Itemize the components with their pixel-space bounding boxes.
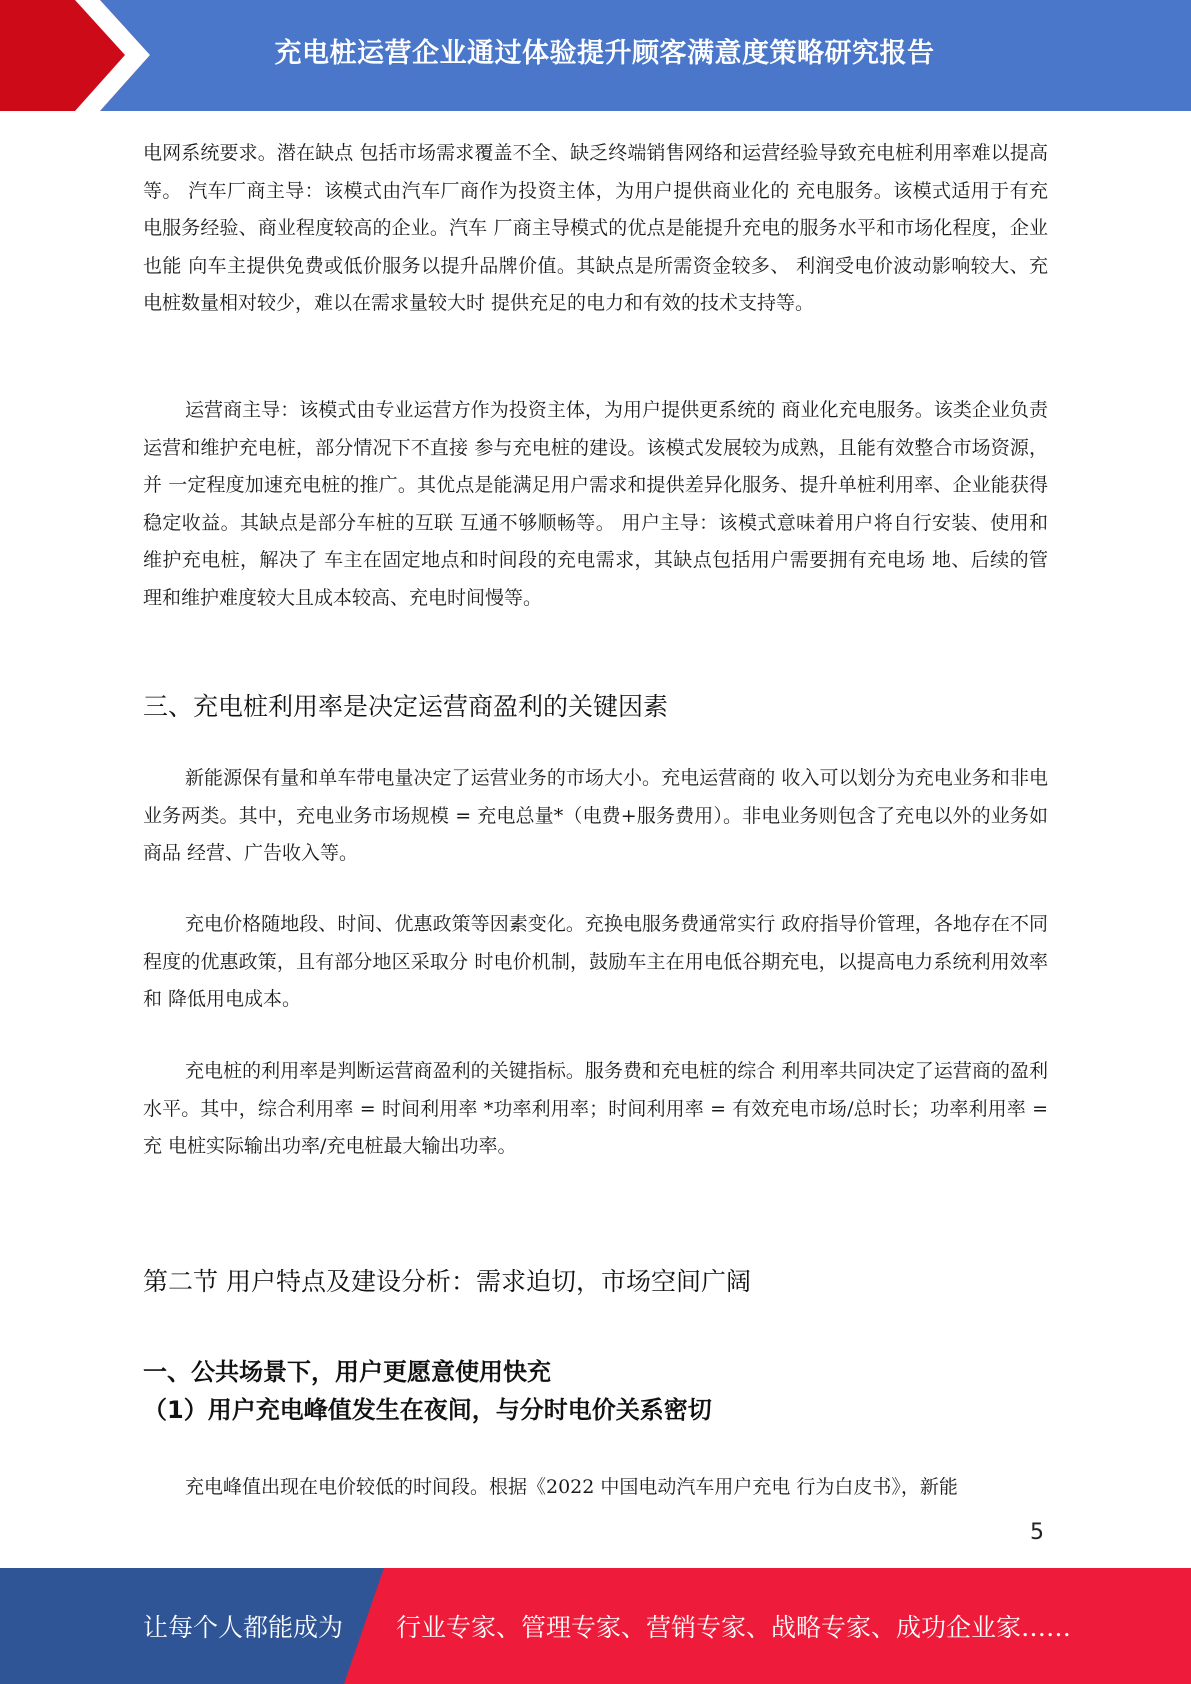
page-header <box>0 0 1191 111</box>
section-heading-3: 三、充电桩利用率是决定运营商盈利的关键因素 <box>143 692 669 721</box>
page-footer <box>0 1568 1191 1684</box>
subheading-1: 一、公共场景下，用户更愿意使用快充 <box>143 1358 551 1386</box>
paragraph-1: 电网系统要求。潜在缺点 包括市场需求覆盖不全、缺乏终端销售网络和运营经验导致充电桩利用率难以提高等。 汽车厂商主导：该模式由汽车厂商作为投资主体，为用户提供商业化的 充电服务。该模式适用于有充电服务经验、商业程度较高的企业。汽车 厂商主导模式的优点是能提升充电的服务水平和市场化程度，企业也能 向车主提供免费或低价服务以提升品牌价值。其缺点是所需资金较多、 利润受电价波动影响较大、充电桩数量相对较少，难以在需求量较大时 提供充足的电力和有效的技术支持等。 <box>143 142 1048 314</box>
paragraph-4: 充电价格随地段、时间、优惠政策等因素变化。充换电服务费通常实行 政府指导价管理，各地存在不同程度的优惠政策，且有部分地区采取分 时电价机制，鼓励车主在用电低谷期充电，以提高电力系统利用效率和 降低用电成本。 <box>143 913 1048 1010</box>
subheading-1-1: （1）用户充电峰值发生在夜间，与分时电价关系密切 <box>143 1396 712 1424</box>
chapter-section-heading: 第二节 用户特点及建设分析：需求迫切，市场空间广阔 <box>143 1267 751 1296</box>
paragraph-6: 充电峰值出现在电价较低的时间段。根据《2022 中国电动汽车用户充电 行为白皮书》，新能 <box>185 1476 958 1498</box>
paragraph-3: 新能源保有量和单车带电量决定了运营业务的市场大小。充电运营商的 收入可以划分为充电业务和非电业务两类。其中，充电业务市场规模 = 充电总量*（电费+服务费用）。非电业务则包含了充电以外的业务如商品 经营、广告收入等。 <box>143 767 1048 864</box>
footer-slogan-right: 行业专家、管理专家、营销专家、战略专家、成功企业家…… <box>396 1613 1072 1642</box>
footer-slogan-left: 让每个人都能成为 <box>143 1613 344 1642</box>
paragraph-5: 充电桩的利用率是判断运营商盈利的关键指标。服务费和充电桩的综合 利用率共同决定了运营商的盈利水平。其中，综合利用率 = 时间利用率 *功率利用率；时间利用率 = 有效充电市场/总时长；功率利用率 = 充 电桩实际输出功率/充电桩最大输出功率。 <box>143 1060 1048 1157</box>
page-number: 5 <box>1030 1520 1044 1545</box>
paragraph-2: 运营商主导：该模式由专业运营方作为投资主体，为用户提供更系统的 商业化充电服务。该类企业负责运营和维护充电桩，部分情况下不直接 参与充电桩的建设。该模式发展较为成熟，且能有效整合市场资源，并 一定程度加速充电桩的推广。其优点是能满足用户需求和提供差异化服务、提升单桩利用率、企业能获得稳定收益。其缺点是部分车桩的互联 互通不够顺畅等。 用户主导：该模式意味着用户将自行安装、使用和维护充电桩，解决了 车主在固定地点和时间段的充电需求，其缺点包括用户需要拥有充电场 地、后续的管理和维护难度较大且成本较高、充电时间慢等。 <box>143 399 1048 609</box>
report-title: 充电桩运营企业通过体验提升顾客满意度策略研究报告 <box>274 38 935 69</box>
